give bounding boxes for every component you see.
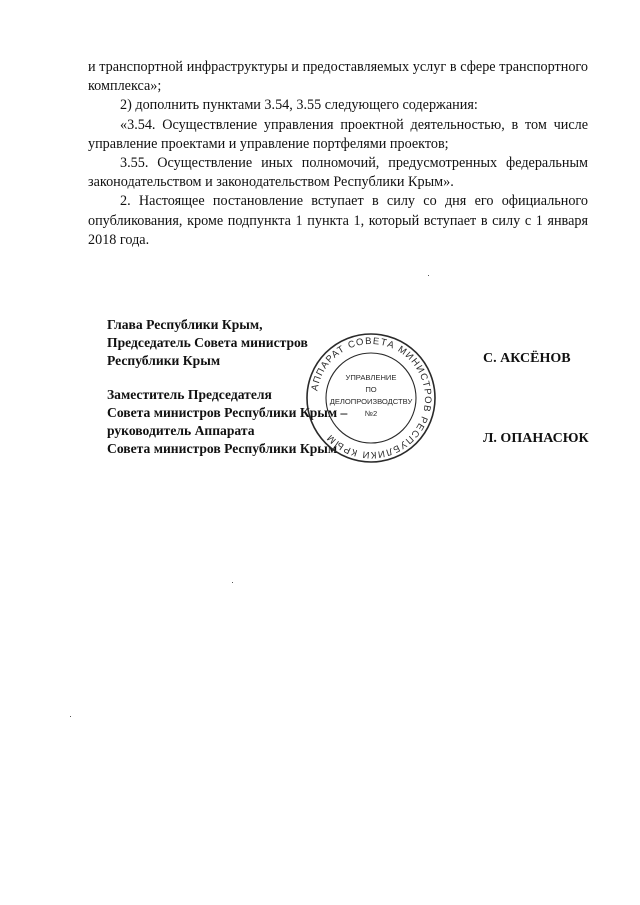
signatory-2-name: Л. ОПАНАСЮК: [483, 431, 589, 446]
paragraph-amendment-intro: 2) дополнить пунктами 3.54, 3.55 следующего содержания:: [120, 97, 478, 114]
signatory-1-position-line: Республики Крым: [107, 353, 221, 368]
paragraph-effective-date: 2. Настоящее постановление вступает в силу со дня его официального опубликования, кроме подпункта 1 пункта 1, который вступает в силу с 1 января 2018 года.: [88, 193, 588, 248]
scan-speck: [232, 582, 233, 583]
stamp-inner-line: №2: [364, 409, 378, 418]
stamp-outer-text: АППАРАТ СОВЕТА МИНИСТРОВ РЕСПУБЛИКИ КРЫМ: [309, 335, 434, 461]
document-body: [88, 58, 588, 250]
official-stamp: [303, 330, 439, 466]
stamp-inner-line: УПРАВЛЕНИЕ: [345, 373, 397, 382]
paragraph-point-3-55: 3.55. Осуществление иных полномочий, предусмотренных федеральным законодательством и законодательством Республики Крым».: [88, 155, 588, 191]
signatory-1-position-line: Глава Республики Крым,: [107, 317, 263, 332]
signatory-2-position-line: Заместитель Председателя: [107, 387, 272, 402]
scan-speck: [70, 716, 71, 717]
signatory-2-position-line: Совета министров Республики Крым –: [107, 405, 348, 420]
scan-speck: [428, 275, 429, 276]
signatory-1-name: С. АКСЁНОВ: [483, 351, 571, 366]
stamp-inner-line: ДЕЛОПРОИЗВОДСТВУ: [329, 397, 413, 406]
paragraph-continuation: и транспортной инфраструктуры и предоставляемых услуг в сфере транспортного комплекса»;: [88, 59, 588, 95]
stamp-seal-graphic: [303, 330, 439, 466]
signatory-2-position-line: руководитель Аппарата: [107, 423, 255, 438]
stamp-inner-line: ПО: [365, 385, 377, 394]
signatory-1-position-line: Председатель Совета министров: [107, 335, 308, 350]
signatory-1-position: [107, 316, 308, 370]
signatory-2-position-line: Совета министров Республики Крым: [107, 441, 338, 456]
paragraph-point-3-54: «3.54. Осуществление управления проектной деятельностью, в том числе управление проектами и управление портфелями проектов;: [88, 116, 588, 152]
